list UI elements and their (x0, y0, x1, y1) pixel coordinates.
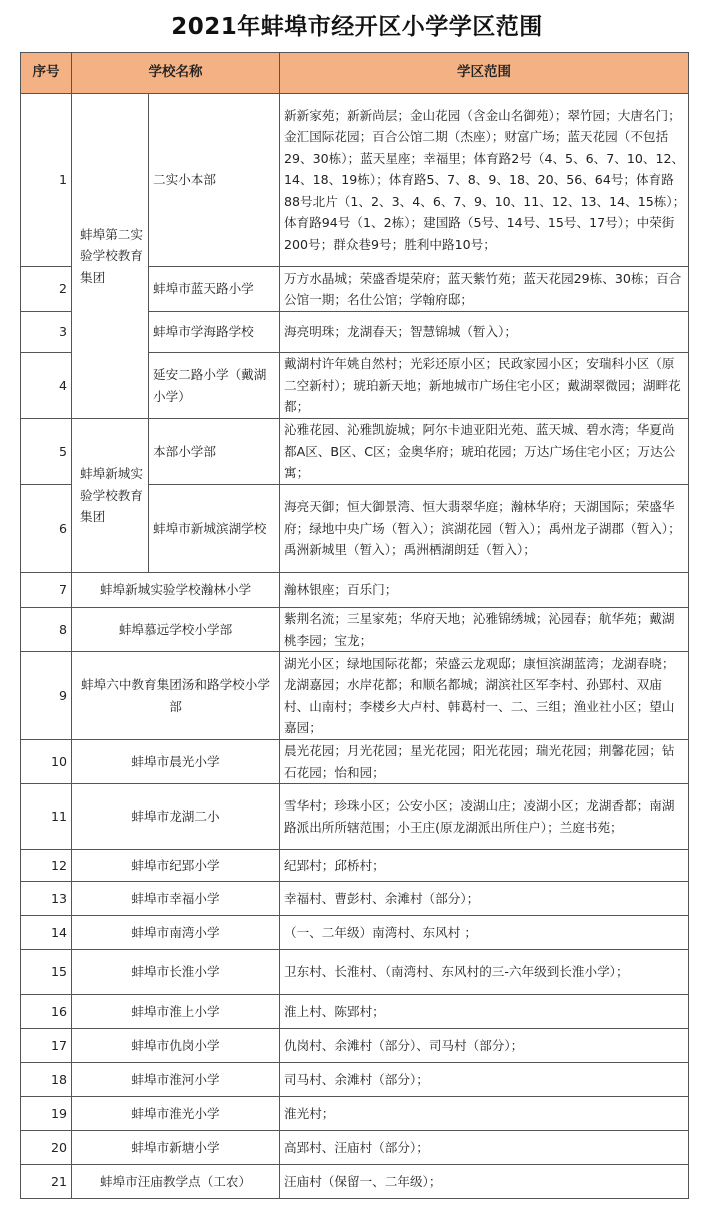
table-header-row (21, 53, 689, 94)
district-area: 戴湖村许年姚自然村；光彩还原小区；民政家园小区；安瑞科小区（原二空新村）；琥珀新天地；新地城市广场住宅小区；戴湖翠微园；湖畔花都； (280, 353, 689, 419)
district-area: 海亮天御；恒大御景湾、恒大翡翠华庭；瀚林华府；天湖国际；荣盛华府；绿地中央广场（暂入）；滨湖花园（暂入）；禹州龙子湖郡（暂入）；禹洲新城里（暂入）；禹洲栖湖朗廷（暂入）； (280, 485, 689, 573)
row-no: 9 (21, 652, 72, 740)
table-row (21, 740, 689, 784)
table-row (21, 1063, 689, 1097)
district-area: 卫东村、长淮村、（南湾村、东风村的三-六年级到长淮小学）； (280, 950, 689, 995)
school-name: 蚌埠新城实验学校瀚林小学 (72, 573, 280, 608)
school-district-table (20, 52, 689, 1199)
school-name: 蚌埠市淮河小学 (72, 1063, 280, 1097)
header-area: 学区范围 (280, 53, 689, 94)
school-name: 蚌埠六中教育集团汤和路学校小学部 (72, 652, 280, 740)
table-row (21, 94, 689, 267)
district-area: 沁雅花园、沁雅凯旋城；阿尔卡迪亚阳光苑、蓝天城、碧水湾；华夏尚都A区、B区、C区；金奥华府；琥珀花园；万达广场住宅小区；万达公寓； (280, 419, 689, 485)
table-row (21, 850, 689, 882)
district-area: 淮光村； (280, 1097, 689, 1131)
district-area: 紫荆名流；三星家苑；华府天地；沁雅锦绣城；沁园春；航华苑；戴湖桃李园；宝龙； (280, 608, 689, 652)
row-no: 8 (21, 608, 72, 652)
row-no: 15 (21, 950, 72, 995)
table-row (21, 608, 689, 652)
district-area: 雪华村；珍珠小区；公安小区；凌湖山庄；凌湖小区；龙湖香都；南湖路派出所所辖范围；小王庄(原龙湖派出所住户）；兰庭书苑； (280, 784, 689, 850)
district-area: 湖光小区；绿地国际花都；荣盛云龙观邸；康恒滨湖蓝湾；龙湖春晓；龙湖嘉园；水岸花都；和顺名都城；湖滨社区军李村、孙郢村、双庙村、山南村；李楼乡大卢村、韩葛村一、二、三组；渔业社小区；望山嘉园； (280, 652, 689, 740)
school-name: 延安二路小学（戴湖小学） (149, 353, 280, 419)
table-row (21, 1029, 689, 1063)
row-no: 1 (21, 94, 72, 267)
row-no: 2 (21, 267, 72, 312)
row-no: 6 (21, 485, 72, 573)
district-area: 淮上村、陈郢村； (280, 995, 689, 1029)
table-row (21, 1131, 689, 1165)
table-row (21, 916, 689, 950)
row-no: 5 (21, 419, 72, 485)
school-name: 二实小本部 (149, 94, 280, 267)
table-row (21, 1165, 689, 1199)
school-name: 蚌埠市晨光小学 (72, 740, 280, 784)
table-row (21, 652, 689, 740)
row-no: 10 (21, 740, 72, 784)
row-no: 11 (21, 784, 72, 850)
school-name: 蚌埠市汪庙教学点（工农） (72, 1165, 280, 1199)
school-name: 蚌埠市淮上小学 (72, 995, 280, 1029)
district-area: 海亮明珠；龙湖春天；智慧锦城（暂入）； (280, 312, 689, 353)
table-row (21, 995, 689, 1029)
school-name: 蚌埠市蓝天路小学 (149, 267, 280, 312)
district-area: 高郢村、汪庙村（部分）； (280, 1131, 689, 1165)
district-area: 万方水晶城；荣盛香堤荣府；蓝天紫竹苑；蓝天花园29栋、30栋；百合公馆一期；名仕公馆；学翰府邸； (280, 267, 689, 312)
school-name: 蚌埠市学海路学校 (149, 312, 280, 353)
school-name: 蚌埠市龙湖二小 (72, 784, 280, 850)
district-area: 晨光花园；月光花园；星光花园；阳光花园；瑞光花园；荆馨花园；钻石花园；怡和园； (280, 740, 689, 784)
row-no: 16 (21, 995, 72, 1029)
district-area: 幸福村、曹彭村、余滩村（部分）； (280, 882, 689, 916)
school-name: 蚌埠市幸福小学 (72, 882, 280, 916)
row-no: 12 (21, 850, 72, 882)
school-name: 本部小学部 (149, 419, 280, 485)
school-name: 蚌埠市纪郢小学 (72, 850, 280, 882)
school-name: 蚌埠市仇岗小学 (72, 1029, 280, 1063)
table-row (21, 573, 689, 608)
district-area: 汪庙村（保留一、二年级）； (280, 1165, 689, 1199)
row-no: 19 (21, 1097, 72, 1131)
district-area: 仇岗村、余滩村（部分）、司马村（部分）； (280, 1029, 689, 1063)
group-name: 蚌埠新城实验学校教育集团 (72, 419, 149, 573)
school-name: 蚌埠慕远学校小学部 (72, 608, 280, 652)
school-name: 蚌埠市新城滨湖学校 (149, 485, 280, 573)
row-no: 18 (21, 1063, 72, 1097)
table-row (21, 882, 689, 916)
row-no: 20 (21, 1131, 72, 1165)
table-row (21, 1097, 689, 1131)
district-area: （一、二年级）南湾村、东风村 ； (280, 916, 689, 950)
row-no: 4 (21, 353, 72, 419)
school-name: 蚌埠市南湾小学 (72, 916, 280, 950)
school-name: 蚌埠市新塘小学 (72, 1131, 280, 1165)
header-no: 序号 (21, 53, 72, 94)
row-no: 7 (21, 573, 72, 608)
school-name: 蚌埠市长淮小学 (72, 950, 280, 995)
row-no: 3 (21, 312, 72, 353)
page-title: 2021年蚌埠市经开区小学学区范围 (171, 14, 543, 40)
row-no: 17 (21, 1029, 72, 1063)
header-school: 学校名称 (72, 53, 280, 94)
district-area: 纪郢村；邱桥村； (280, 850, 689, 882)
table-row (21, 950, 689, 995)
row-no: 13 (21, 882, 72, 916)
district-area: 瀚林银座；百乐门； (280, 573, 689, 608)
table-row (21, 419, 689, 485)
school-name: 蚌埠市淮光小学 (72, 1097, 280, 1131)
district-area: 新新家苑；新新尚层；金山花园（含金山名御苑）；翠竹园；大唐名门；金汇国际花园；百合公馆二期（杰座）；财富广场；蓝天花园（不包括29、30栋）；蓝天星座；幸福里；体育路2号（4、5、6、7、10、12、14、18、19栋）；体育路5、7、8、9、18、20、56、64号；体育路88号北片（1、2、3、4、6、7、9、10、11、12、13、14、15栋）；体育路94号（1、2栋）；建国路（5号、14号、15号、17号）；中荣街200号；群众巷9号；胜利中路10号； (280, 94, 689, 267)
group-name: 蚌埠第二实验学校教育集团 (72, 94, 149, 419)
row-no: 14 (21, 916, 72, 950)
table-row (21, 784, 689, 850)
row-no: 21 (21, 1165, 72, 1199)
district-area: 司马村、余滩村（部分）； (280, 1063, 689, 1097)
